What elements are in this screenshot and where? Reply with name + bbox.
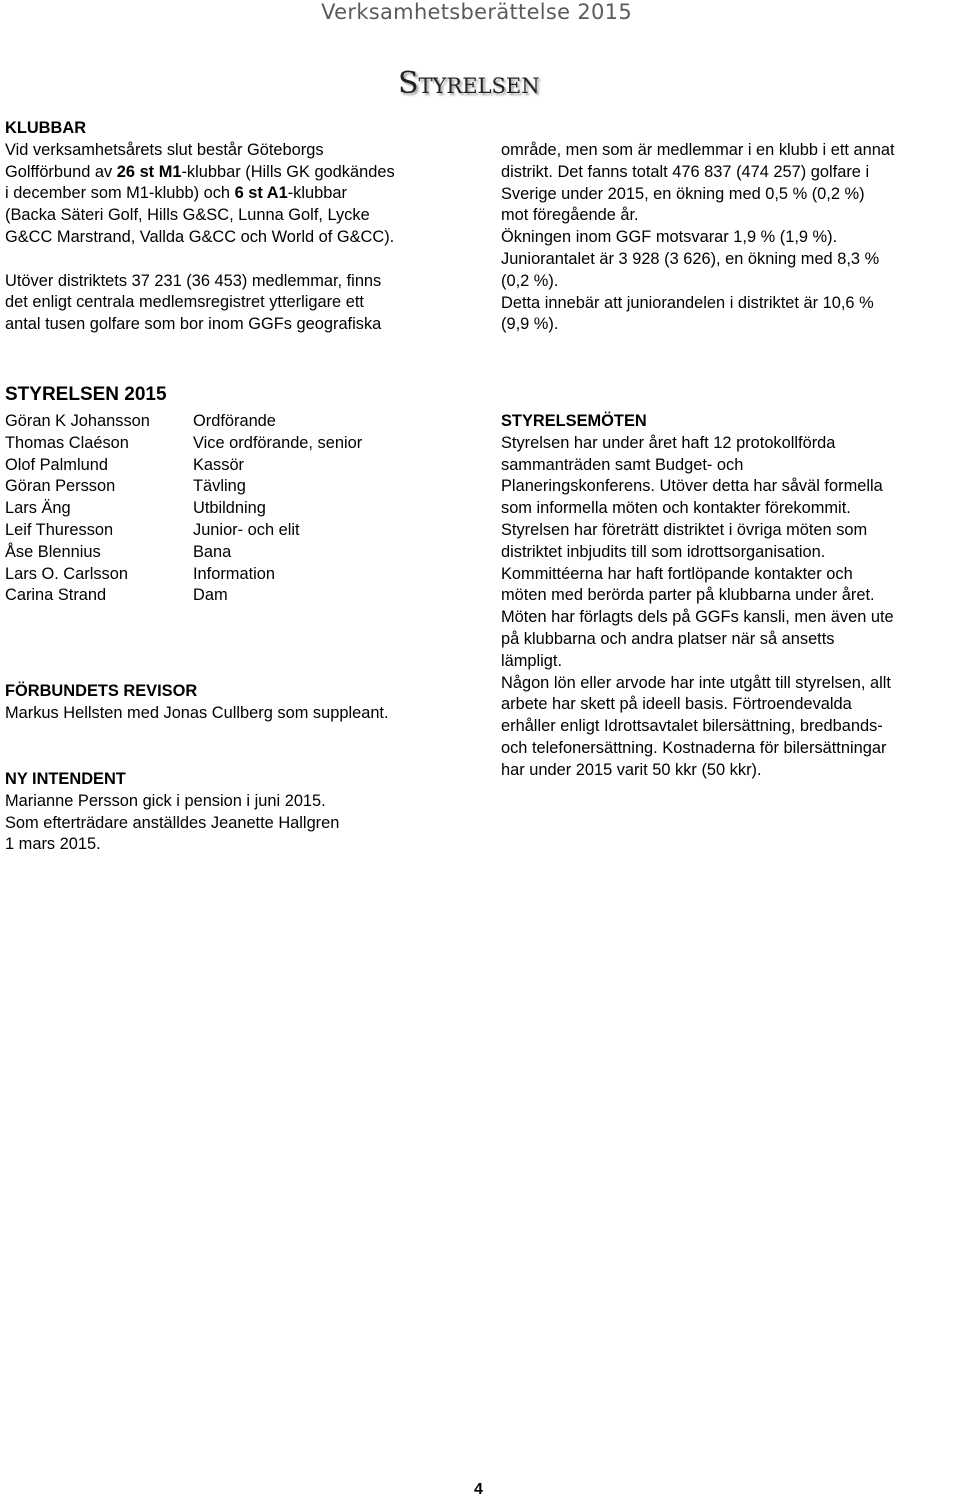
table-row — [5, 411, 362, 433]
revisor-text: Markus Hellsten med Jonas Cullberg som suppleant. — [5, 703, 389, 722]
member-role: Kassör — [193, 455, 245, 474]
member-name: Olof Palmlund — [5, 455, 108, 474]
member-name: Åse Blennius — [5, 542, 101, 561]
text-line: antal tusen golfare som bor inom GGFs geografiska — [5, 315, 382, 334]
table-row — [5, 564, 362, 586]
text-line: erhåller enligt Idrottsavtalet bilersättning, bredbands- — [501, 717, 883, 736]
table-row — [5, 455, 362, 477]
text-line: på klubbarna och andra platser när så ansetts — [501, 629, 835, 648]
text-line: Planeringskonferens. Utöver detta har såväl formella — [501, 477, 883, 496]
revisor-section — [5, 681, 485, 725]
text-line: distriktet inbjudits till som idrottsorganisation. — [501, 542, 826, 561]
text-line: (0,2 %). — [501, 271, 559, 290]
board-roster — [5, 411, 362, 607]
table-row — [5, 476, 362, 498]
text-line: har under 2015 varit 50 kkr (50 kkr). — [501, 760, 762, 779]
intendent-text — [5, 791, 485, 856]
styrelsen-2015-heading: STYRELSEN 2015 — [5, 384, 167, 405]
text-line: som informella möten och kontakter förekommit. — [501, 499, 851, 518]
klubbar-section — [5, 118, 465, 336]
text-line: (Backa Säteri Golf, Hills G&SC, Lunna Golf, Lycke — [5, 206, 370, 225]
text-line: Ökningen inom GGF motsvarar 1,9 % (1,9 %). — [501, 228, 838, 247]
text-line: Vid verksamhetsårets slut består Göteborgs — [5, 140, 324, 159]
member-role: Ordförande — [193, 412, 276, 430]
member-role: Dam — [193, 586, 228, 605]
intendent-section — [5, 769, 485, 856]
member-name: Carina Strand — [5, 586, 107, 605]
text-line: Marianne Persson gick i pension i juni 2015. — [5, 791, 326, 810]
member-role: Utbildning — [193, 499, 266, 518]
text-line: område, men som är medlemmar i en klubb i ett annat — [501, 141, 895, 159]
klubbar-heading: KLUBBAR — [5, 119, 87, 137]
text-line: mot föregående år. — [501, 206, 639, 225]
klubbar-paragraph-1 — [5, 140, 465, 249]
member-name: Leif Thuresson — [5, 520, 114, 539]
table-row — [5, 542, 362, 564]
bold-count: 6 st A1 — [234, 184, 288, 203]
running-header: Verksamhetsberättelse 2015 — [321, 0, 632, 24]
member-role: Information — [193, 564, 275, 583]
member-name: Lars O. Carlsson — [5, 564, 128, 583]
member-name: Lars Äng — [5, 499, 71, 518]
member-name: Thomas Claéson — [5, 433, 129, 452]
text-line: lämpligt. — [501, 651, 563, 670]
table-row — [5, 498, 362, 520]
text-line: Styrelsen har företrätt distriktet i övriga möten som — [501, 520, 868, 539]
text-line: Detta innebär att juniorandelen i distriktet är 10,6 % — [501, 293, 874, 312]
text-line: Styrelsen har under året haft 12 protokollförda — [501, 433, 836, 452]
text-line: Juniorantalet är 3 928 (3 626), en ökning med 8,3 % — [501, 249, 880, 268]
page-number: 4 — [474, 1481, 483, 1498]
styrelsemoten-heading: STYRELSEMÖTEN — [501, 412, 647, 430]
member-role: Tävling — [193, 477, 246, 496]
styrelsemoten-section — [501, 411, 959, 782]
table-row — [5, 585, 362, 607]
text-line: Möten har förlagts dels på GGFs kansli, men även ute — [501, 608, 894, 627]
text-line: G&CC Marstrand, Vallda G&CC och World of G&CC). — [5, 227, 395, 246]
member-name: Göran K Johansson — [5, 412, 150, 430]
text-line: 1 mars 2015. — [5, 835, 101, 854]
table-row — [5, 433, 362, 455]
section-title: Styrelsen — [398, 66, 540, 101]
text-line: och telefonersättning. Kostnaderna för bilersättningar — [501, 738, 887, 757]
text-line: Någon lön eller arvode har inte utgått till styrelsen, allt — [501, 673, 891, 692]
text-line: Kommittéerna har haft fortlöpande kontakter och — [501, 564, 853, 583]
text-line: (9,9 %). — [501, 315, 559, 334]
text-line: Golfförbund av — [5, 162, 117, 181]
klubbar-continuation — [501, 140, 959, 336]
styrelsemoten-text — [501, 433, 959, 782]
intendent-heading: NY INTENDENT — [5, 770, 126, 788]
text-line: sammanträden samt Budget- och — [501, 455, 744, 474]
text-line: distrikt. Det fanns totalt 476 837 (474 257) golfare i — [501, 162, 870, 181]
revisor-heading: FÖRBUNDETS REVISOR — [5, 682, 198, 700]
text-line: -klubbar (Hills GK godkändes — [181, 162, 395, 181]
table-row — [5, 520, 362, 542]
member-role: Junior- och elit — [193, 520, 300, 539]
klubbar-paragraph-2 — [5, 271, 465, 336]
text-line: möten med berörda parter på klubbarna under året. — [501, 586, 875, 605]
text-line: -klubbar — [287, 184, 347, 203]
text-line: det enligt centrala medlemsregistret ytterligare ett — [5, 293, 364, 312]
board-members-table — [5, 411, 362, 607]
continuation-text — [501, 140, 959, 336]
text-line: Som efterträdare anställdes Jeanette Hallgren — [5, 813, 340, 832]
member-role: Bana — [193, 542, 232, 561]
text-line: Utöver distriktets 37 231 (36 453) medlemmar, finns — [5, 271, 382, 290]
text-line: Sverige under 2015, en ökning med 0,5 % (0,2 %) — [501, 184, 865, 203]
member-role: Vice ordförande, senior — [193, 433, 363, 452]
text-line: arbete har skett på ideell basis. Förtroendevalda — [501, 695, 852, 714]
member-name: Göran Persson — [5, 477, 116, 496]
text-line: i december som M1-klubb) och — [5, 184, 235, 203]
bold-count: 26 st M1 — [116, 162, 182, 181]
